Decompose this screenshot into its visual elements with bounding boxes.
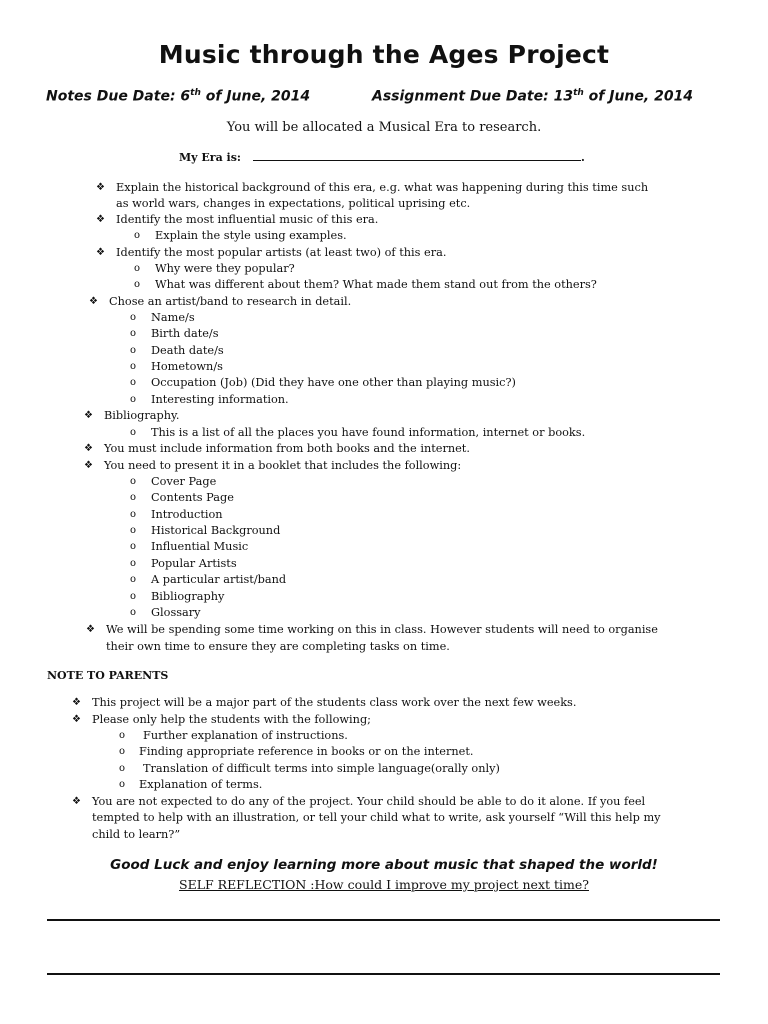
self-reflection-prompt: SELF REFLECTION :How could I improve my project next time? [179, 877, 589, 892]
bullet-icon: ❖ [72, 697, 81, 708]
my-era-blank-line [253, 150, 581, 161]
my-era-field: My Era is: . [179, 151, 585, 164]
sub-bullet-icon: o [130, 345, 137, 356]
sub-bullet-icon: o [130, 492, 137, 503]
list-item: Birth date/s [151, 327, 219, 340]
bullet-icon: ❖ [72, 714, 81, 725]
bullet-icon: ❖ [89, 296, 98, 307]
sub-bullet-icon: o [130, 541, 137, 552]
sub-bullet-icon: o [130, 377, 137, 388]
list-item: This is a list of all the places you have found information, internet or books. [151, 426, 586, 439]
list-item: Death date/s [151, 344, 224, 357]
list-item: Glossary [151, 606, 201, 619]
sub-bullet-icon: o [119, 746, 126, 757]
list-item: Explain the style using examples. [155, 229, 347, 242]
sub-bullet-icon: o [130, 574, 137, 585]
sub-bullet-icon: o [130, 394, 137, 405]
bullet-icon: ❖ [96, 247, 105, 258]
list-item: Identify the most influential music of this era. [116, 213, 379, 226]
sub-bullet-icon: o [130, 591, 137, 602]
answer-line [47, 919, 720, 921]
sub-bullet-icon: o [130, 509, 137, 520]
list-item: This project will be a major part of the students class work over the next few weeks. [92, 696, 577, 709]
sub-bullet-icon: o [134, 263, 141, 274]
list-item: Chose an artist/band to research in detail. [109, 295, 352, 308]
allocation-text: You will be allocated a Musical Era to research. [226, 120, 542, 135]
list-item: Occupation (Job) (Did they have one other than playing music?) [151, 376, 516, 389]
list-item: Identify the most popular artists (at least two) of this era. [116, 246, 447, 259]
list-item: Influential Music [151, 540, 249, 553]
sub-bullet-icon: o [130, 476, 137, 487]
list-item: Translation of difficult terms into simple language(orally only) [143, 762, 500, 775]
list-item: Please only help the students with the following; [92, 713, 371, 726]
list-item: Bibliography [151, 590, 225, 603]
sub-bullet-icon: o [130, 312, 137, 323]
list-item: You need to present it in a booklet that includes the following: [104, 459, 462, 472]
bullet-icon: ❖ [84, 460, 93, 471]
note-to-parents-heading: NOTE TO PARENTS [47, 669, 169, 682]
sub-bullet-icon: o [130, 525, 137, 536]
list-item: Name/s [151, 311, 195, 324]
list-item: Cover Page [151, 475, 217, 488]
answer-line [47, 973, 720, 975]
sub-bullet-icon: o [130, 361, 137, 372]
list-item: Further explanation of instructions. [143, 729, 348, 742]
bullet-icon: ❖ [84, 443, 93, 454]
list-item: Why were they popular? [155, 262, 295, 275]
page-title: Music through the Ages Project [158, 40, 610, 69]
sub-bullet-icon: o [130, 328, 137, 339]
list-item: Hometown/s [151, 360, 223, 373]
sub-bullet-icon: o [134, 230, 141, 241]
list-item: Interesting information. [151, 393, 289, 406]
bullet-icon: ❖ [86, 624, 95, 635]
list-item: We will be spending some time working on this in class. However students will need to organise [106, 623, 658, 636]
sub-bullet-icon: o [130, 607, 137, 618]
list-item: A particular artist/band [151, 573, 287, 586]
assignment-due-date: Assignment Due Date: 13th of June, 2014 [372, 88, 694, 105]
list-item: Explanation of terms. [139, 778, 263, 791]
sub-bullet-icon: o [130, 427, 137, 438]
list-item: Explain the historical background of this era, e.g. what was happening during this time such [116, 181, 649, 194]
list-item: Finding appropriate reference in books or on the internet. [139, 745, 474, 758]
list-item: their own time to ensure they are completing tasks on time. [106, 640, 450, 653]
list-item: as world wars, changes in expectations, political uprising etc. [116, 197, 471, 210]
list-item: Historical Background [151, 524, 281, 537]
list-item: What was different about them? What made them stand out from the others? [155, 278, 597, 291]
list-item: Introduction [151, 508, 223, 521]
bullet-icon: ❖ [72, 796, 81, 807]
notes-due-date: Notes Due Date: 6th of June, 2014 [46, 88, 311, 105]
good-luck-message: Good Luck and enjoy learning more about music that shaped the world! [110, 857, 658, 873]
sub-bullet-icon: o [130, 558, 137, 569]
list-item: tempted to help with an illustration, or tell your child what to write, ask yourself “Will this help my [92, 811, 661, 824]
sub-bullet-icon: o [119, 730, 126, 741]
sub-bullet-icon: o [119, 763, 126, 774]
sub-bullet-icon: o [134, 279, 141, 290]
bullet-icon: ❖ [96, 182, 105, 193]
list-item: child to learn?” [92, 828, 181, 841]
list-item: You must include information from both books and the internet. [104, 442, 470, 455]
list-item: Contents Page [151, 491, 234, 504]
list-item: You are not expected to do any of the project. Your child should be able to do it alone. If you feel [92, 795, 646, 808]
sub-bullet-icon: o [119, 779, 126, 790]
list-item: Bibliography. [104, 409, 180, 422]
bullet-icon: ❖ [96, 214, 105, 225]
list-item: Popular Artists [151, 557, 237, 570]
bullet-icon: ❖ [84, 410, 93, 421]
